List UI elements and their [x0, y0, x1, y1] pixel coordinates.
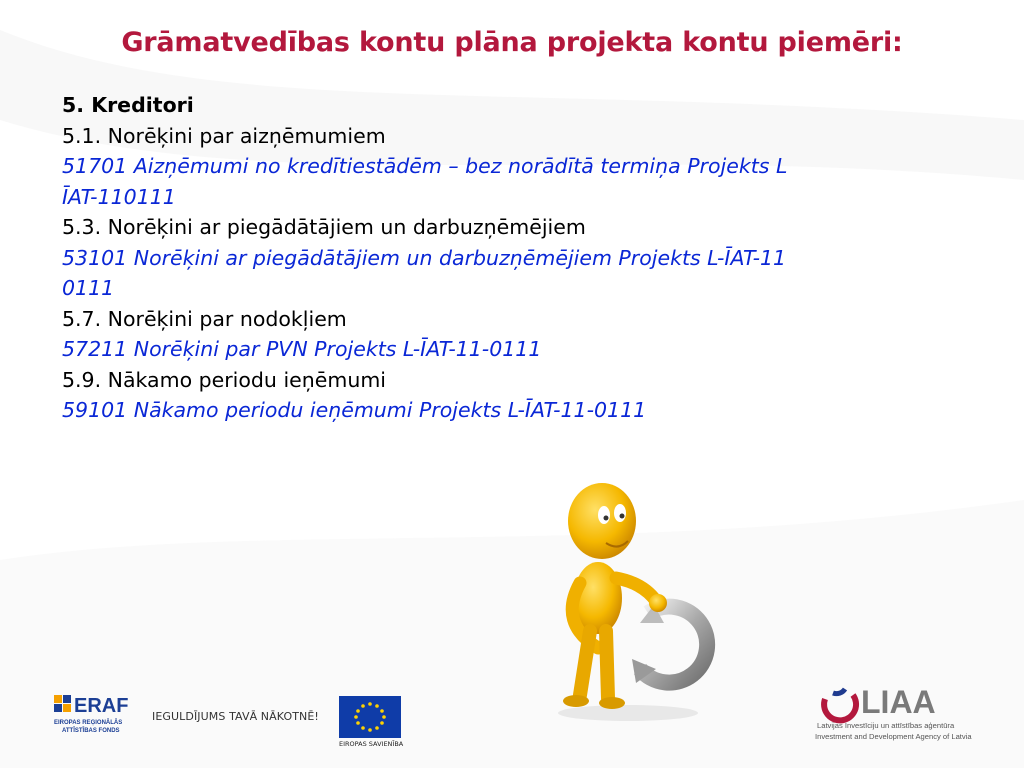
account-line: 59101 Nākamo periodu ieņēmumi Projekts L-ĪAT-11-0111: [62, 398, 647, 422]
liaa-tagline-lv: Latvijas Investīciju un attīstības aģentūra: [817, 721, 955, 730]
figure-with-refresh-arrows-image: [528, 473, 720, 725]
subsection-line: 5.1. Norēķini par aizņēmumiem: [62, 123, 386, 148]
slide-content: [62, 90, 962, 426]
eraf-subtitle: EIROPAS REĢIONĀLĀS: [54, 720, 123, 726]
subsection-line: 5.3. Norēķini ar piegādātājiem un darbuzņēmējiem: [62, 215, 586, 239]
eraf-logo: [54, 693, 144, 738]
account-line: 53101 Norēķini ar piegādātājiem un darbuzņēmējiem Projekts L-ĪAT-11: [62, 245, 787, 270]
eu-caption: EIROPAS SAVIENĪBA: [339, 740, 404, 748]
eraf-wordmark: ERAF: [74, 695, 129, 717]
eraf-subtitle: ATTĪSTĪBAS FONDS: [62, 728, 120, 734]
account-line: 57211 Norēķini par PVN Projekts L-ĪAT-11-0111: [62, 337, 542, 361]
footer-slogan: IEGULDĪJUMS TAVĀ NĀKOTNĒ!: [152, 710, 319, 723]
section-heading: 5. Kreditori: [62, 93, 194, 117]
account-line: 0111: [62, 276, 115, 300]
liaa-logo: [815, 673, 995, 748]
account-line: 51701 Aizņēmumi no kredītiestādēm – bez norādītā termiņa Projekts L: [62, 154, 788, 178]
account-line: ĪAT-110111: [62, 184, 176, 209]
subsection-line: 5.7. Norēķini par nodokļiem: [62, 306, 347, 331]
eu-flag-icon: [339, 696, 401, 738]
liaa-tagline-en: Investment and Development Agency of Latvia: [815, 732, 972, 741]
slide-title: Grāmatvedības kontu plāna projekta kontu piemēri:: [121, 27, 903, 58]
liaa-wordmark: LIAA: [861, 684, 936, 720]
subsection-line: 5.9. Nākamo periodu ieņēmumi: [62, 367, 386, 392]
